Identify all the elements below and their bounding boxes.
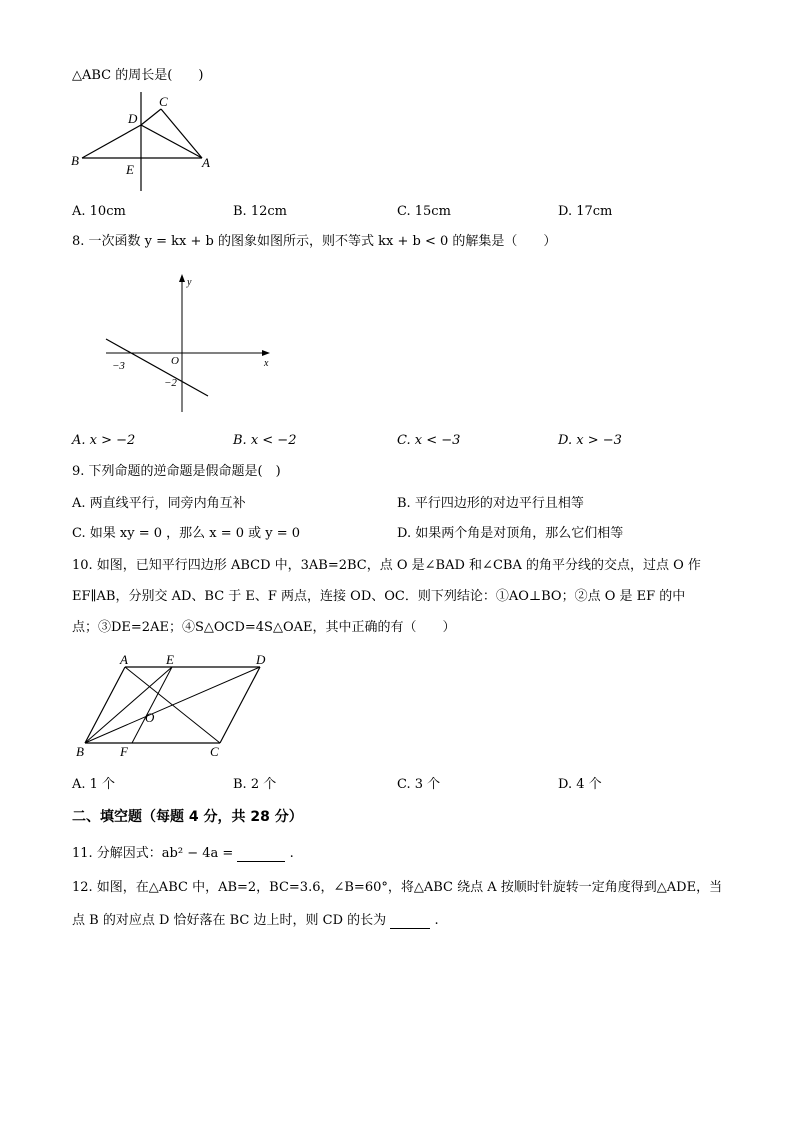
q11-stem-end: . [289, 846, 294, 861]
q9-stem: 9. 下列命题的逆命题是假命题是( ) [72, 464, 281, 479]
q8-option-d: D. x > −3 [558, 433, 622, 448]
q10-option-c: C. 3 个 [397, 777, 441, 792]
q7-stem-tail: △ABC 的周长是( ) [72, 68, 204, 83]
q10-label-C: C [210, 744, 219, 759]
q7-label-C: C [159, 94, 168, 109]
q10-label-O: O [145, 710, 155, 725]
q8-stem: 8. 一次函数 y = kx + b 的图象如图所示，则不等式 kx + b < 0 的解集是（ ） [72, 234, 557, 249]
q9-option-a: A. 两直线平行，同旁内角互补 [72, 496, 246, 511]
q9-option-c: C. 如果 xy = 0 ，那么 x = 0 或 y = 0 [72, 526, 301, 541]
q9-option-d: D. 如果两个角是对顶角，那么它们相等 [397, 526, 624, 541]
q10-label-F: F [120, 744, 128, 759]
q10-label-B: B [76, 744, 84, 759]
q10-label-E: E [166, 652, 174, 667]
q10-stem-line1: 10. 如图，已知平行四边形 ABCD 中，3AB=2BC，点 O 是∠BAD 和∠CBA 的角平分线的交点，过点 O 作 [72, 558, 701, 573]
q7-option-c: C. 15cm [397, 204, 451, 219]
q7-figure [66, 92, 226, 196]
q8-label-origin: O [171, 355, 179, 367]
q7-option-a: A. 10cm [72, 204, 126, 219]
q12-stem-end: . [434, 913, 439, 928]
q12-stem-line1: 12. 如图，在△ABC 中，AB=2，BC=3.6，∠B=60°，将△ABC 绕点 A 按顺时针旋转一定角度得到△ADE，当 [72, 880, 723, 895]
q12-stem-line2 [72, 912, 439, 929]
q12-answer-blank[interactable] [390, 912, 430, 929]
q7-option-d: D. 17cm [558, 204, 613, 219]
q10-figure [70, 650, 280, 762]
q11-answer-blank[interactable] [237, 845, 285, 862]
q8-label-neg3: −3 [112, 360, 125, 372]
q8-option-b: B. x < −2 [233, 433, 297, 448]
q10-option-b: B. 2 个 [233, 777, 277, 792]
q10-label-A: A [120, 652, 128, 667]
q9-option-b: B. 平行四边形的对边平行且相等 [397, 496, 584, 511]
q10-stem-line2: EF∥AB，分别交 AD、BC 于 E、F 两点，连接 OD、OC．则下列结论：①AO⊥BO；②点 O 是 EF 的中 [72, 589, 686, 604]
q8-graph [98, 272, 280, 416]
q11-stem-text: 11. 分解因式：ab² − 4a = [72, 846, 234, 861]
q7-label-E: E [126, 162, 134, 177]
q8-label-neg2: −2 [164, 377, 177, 389]
q10-stem-line3: 点；③DE=2AE；④S△OCD=4S△OAE，其中正确的有（ ） [72, 620, 456, 635]
q12-stem-text: 点 B 的对应点 D 恰好落在 BC 边上时，则 CD 的长为 [72, 913, 387, 928]
q11-stem [72, 845, 294, 862]
section2-title: 二、填空题（每题 4 分，共 28 分） [72, 809, 303, 825]
q8-label-y: y [187, 277, 192, 288]
q10-option-d: D. 4 个 [558, 777, 602, 792]
q7-option-b: B. 12cm [233, 204, 287, 219]
q7-label-D: D [128, 111, 138, 126]
q8-option-a: A. x > −2 [72, 433, 136, 448]
q7-label-A: A [202, 155, 210, 170]
q10-label-D: D [256, 652, 266, 667]
q8-option-c: C. x < −3 [397, 433, 461, 448]
q7-label-B: B [71, 153, 79, 168]
q8-label-x: x [264, 358, 269, 369]
q10-option-a: A. 1 个 [72, 777, 116, 792]
